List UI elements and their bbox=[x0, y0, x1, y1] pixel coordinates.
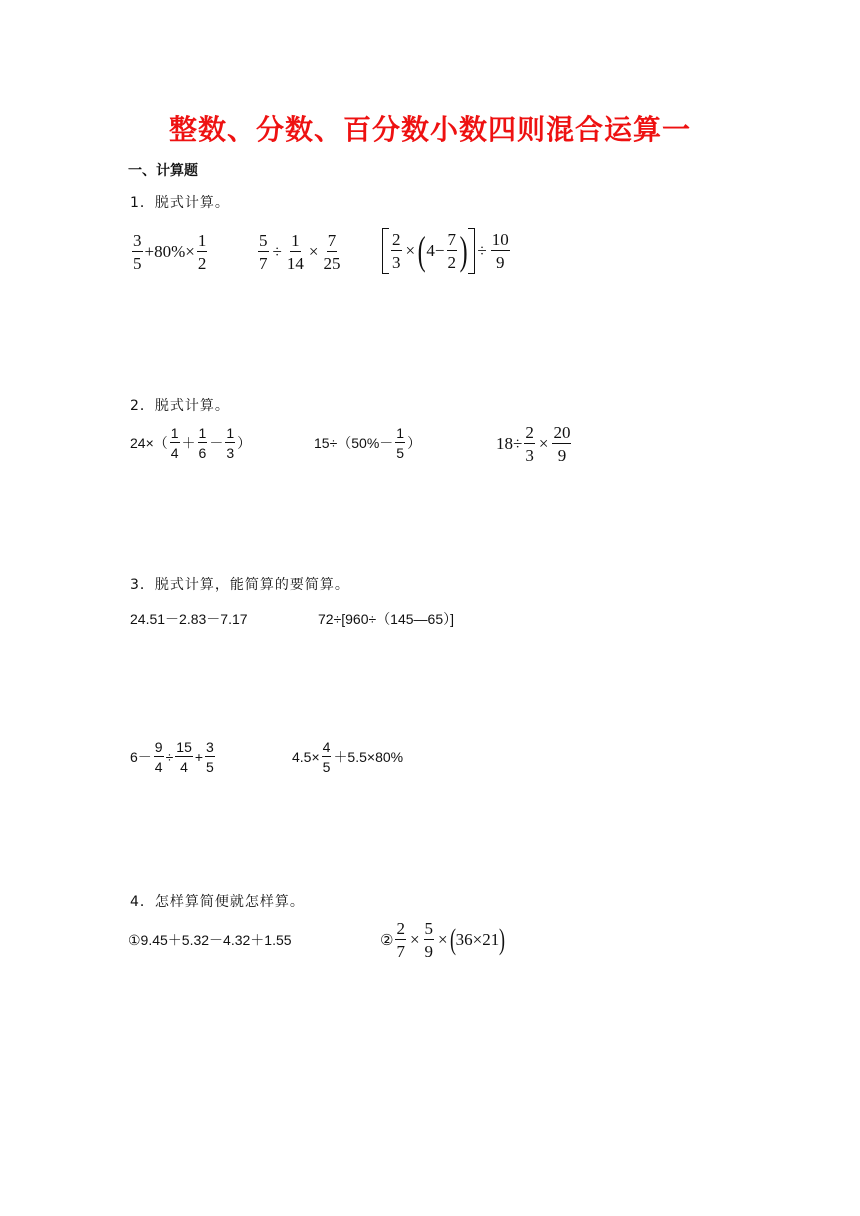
operator: × bbox=[438, 930, 448, 949]
fraction: $\frac{1}{2}$ bbox=[197, 231, 207, 273]
expression-text: 24×（ bbox=[130, 435, 168, 451]
q3-expression-4 bbox=[292, 740, 403, 774]
circled-number: ② bbox=[380, 931, 394, 949]
fraction: $\frac{2}{7}$ bbox=[396, 919, 405, 961]
q1-expression-1 bbox=[130, 232, 209, 272]
fraction: $\frac{3}{5}$ bbox=[206, 739, 214, 775]
q4-expression-2 bbox=[380, 920, 505, 960]
operator: +80%× bbox=[144, 242, 195, 261]
question-4-label: 4．怎样算简便就怎样算。 bbox=[130, 894, 305, 910]
q1-expression-2 bbox=[256, 232, 343, 272]
fraction: $\frac{1}{3}$ bbox=[226, 425, 235, 461]
operator: ÷ bbox=[272, 242, 282, 261]
operator: × bbox=[538, 434, 549, 453]
left-paren: ( bbox=[417, 228, 426, 273]
right-paren: ) bbox=[459, 228, 468, 273]
operator: × bbox=[409, 930, 420, 949]
fraction: $\frac{3}{5}$ bbox=[133, 231, 142, 273]
fraction: $\frac{1}{6}$ bbox=[198, 425, 207, 461]
question-3-label: 3．脱式计算，能简算的要简算。 bbox=[130, 577, 350, 593]
right-paren: ) bbox=[499, 923, 506, 956]
operator: × bbox=[405, 241, 416, 260]
expression-text: 15÷（50%－ bbox=[314, 435, 394, 451]
section-heading: 一、计算题 bbox=[128, 163, 198, 179]
expression-text: 4− bbox=[426, 241, 445, 260]
q3-expression-1: 24.51－2.83－7.17 bbox=[130, 611, 248, 627]
operator: － bbox=[209, 435, 224, 451]
fraction: $\frac{20}{9}$ bbox=[553, 423, 571, 465]
expression-text: 4.5× bbox=[292, 749, 320, 765]
fraction: $\frac{1}{14}$ bbox=[286, 231, 304, 273]
operator: ÷ bbox=[477, 241, 487, 260]
left-paren: ( bbox=[449, 923, 456, 956]
fraction: $\frac{9}{4}$ bbox=[154, 739, 163, 775]
q3-expression-2: 72÷[960÷（145—65）] bbox=[318, 611, 455, 627]
fraction: $\frac{2}{3}$ bbox=[392, 230, 401, 272]
fraction: $\frac{7}{2}$ bbox=[447, 230, 457, 272]
question-1-label: 1．脱式计算。 bbox=[130, 195, 230, 211]
fraction: $\frac{4}{5}$ bbox=[322, 739, 331, 775]
left-square-bracket bbox=[382, 228, 389, 274]
q1-expression-3 bbox=[382, 228, 512, 274]
expression-text: 6－ bbox=[130, 749, 152, 765]
fraction: $\frac{5}{7}$ bbox=[259, 231, 268, 273]
q2-expression-2 bbox=[314, 426, 421, 460]
fraction: $\frac{2}{3}$ bbox=[525, 423, 534, 465]
q2-expression-3 bbox=[496, 424, 573, 464]
fraction: $\frac{15}{4}$ bbox=[176, 739, 192, 775]
operator: ＋ bbox=[181, 435, 196, 451]
expression-text: 18÷ bbox=[496, 434, 523, 453]
expression-text: ） bbox=[237, 435, 252, 451]
expression-text: ） bbox=[407, 435, 422, 451]
fraction: $\frac{1}{4}$ bbox=[170, 425, 179, 461]
expression-text: 36×21 bbox=[455, 930, 500, 949]
operator: × bbox=[308, 242, 319, 261]
question-2-label: 2．脱式计算。 bbox=[130, 398, 230, 414]
operator: ÷ bbox=[165, 749, 174, 765]
fraction: $\frac{10}{9}$ bbox=[491, 230, 509, 272]
operator: + bbox=[194, 749, 204, 765]
fraction: $\frac{7}{25}$ bbox=[323, 231, 341, 273]
q4-expression-1: ①9.45＋5.32－4.32＋1.55 bbox=[128, 932, 292, 948]
fraction: $\frac{1}{5}$ bbox=[396, 425, 405, 461]
fraction: $\frac{5}{9}$ bbox=[424, 919, 434, 961]
q3-expression-3 bbox=[130, 740, 217, 774]
q2-expression-1 bbox=[130, 426, 251, 460]
page-title: 整数、分数、百分数小数四则混合运算一 bbox=[168, 113, 691, 146]
expression-text: ＋5.5×80% bbox=[333, 749, 404, 765]
right-square-bracket bbox=[468, 228, 475, 274]
